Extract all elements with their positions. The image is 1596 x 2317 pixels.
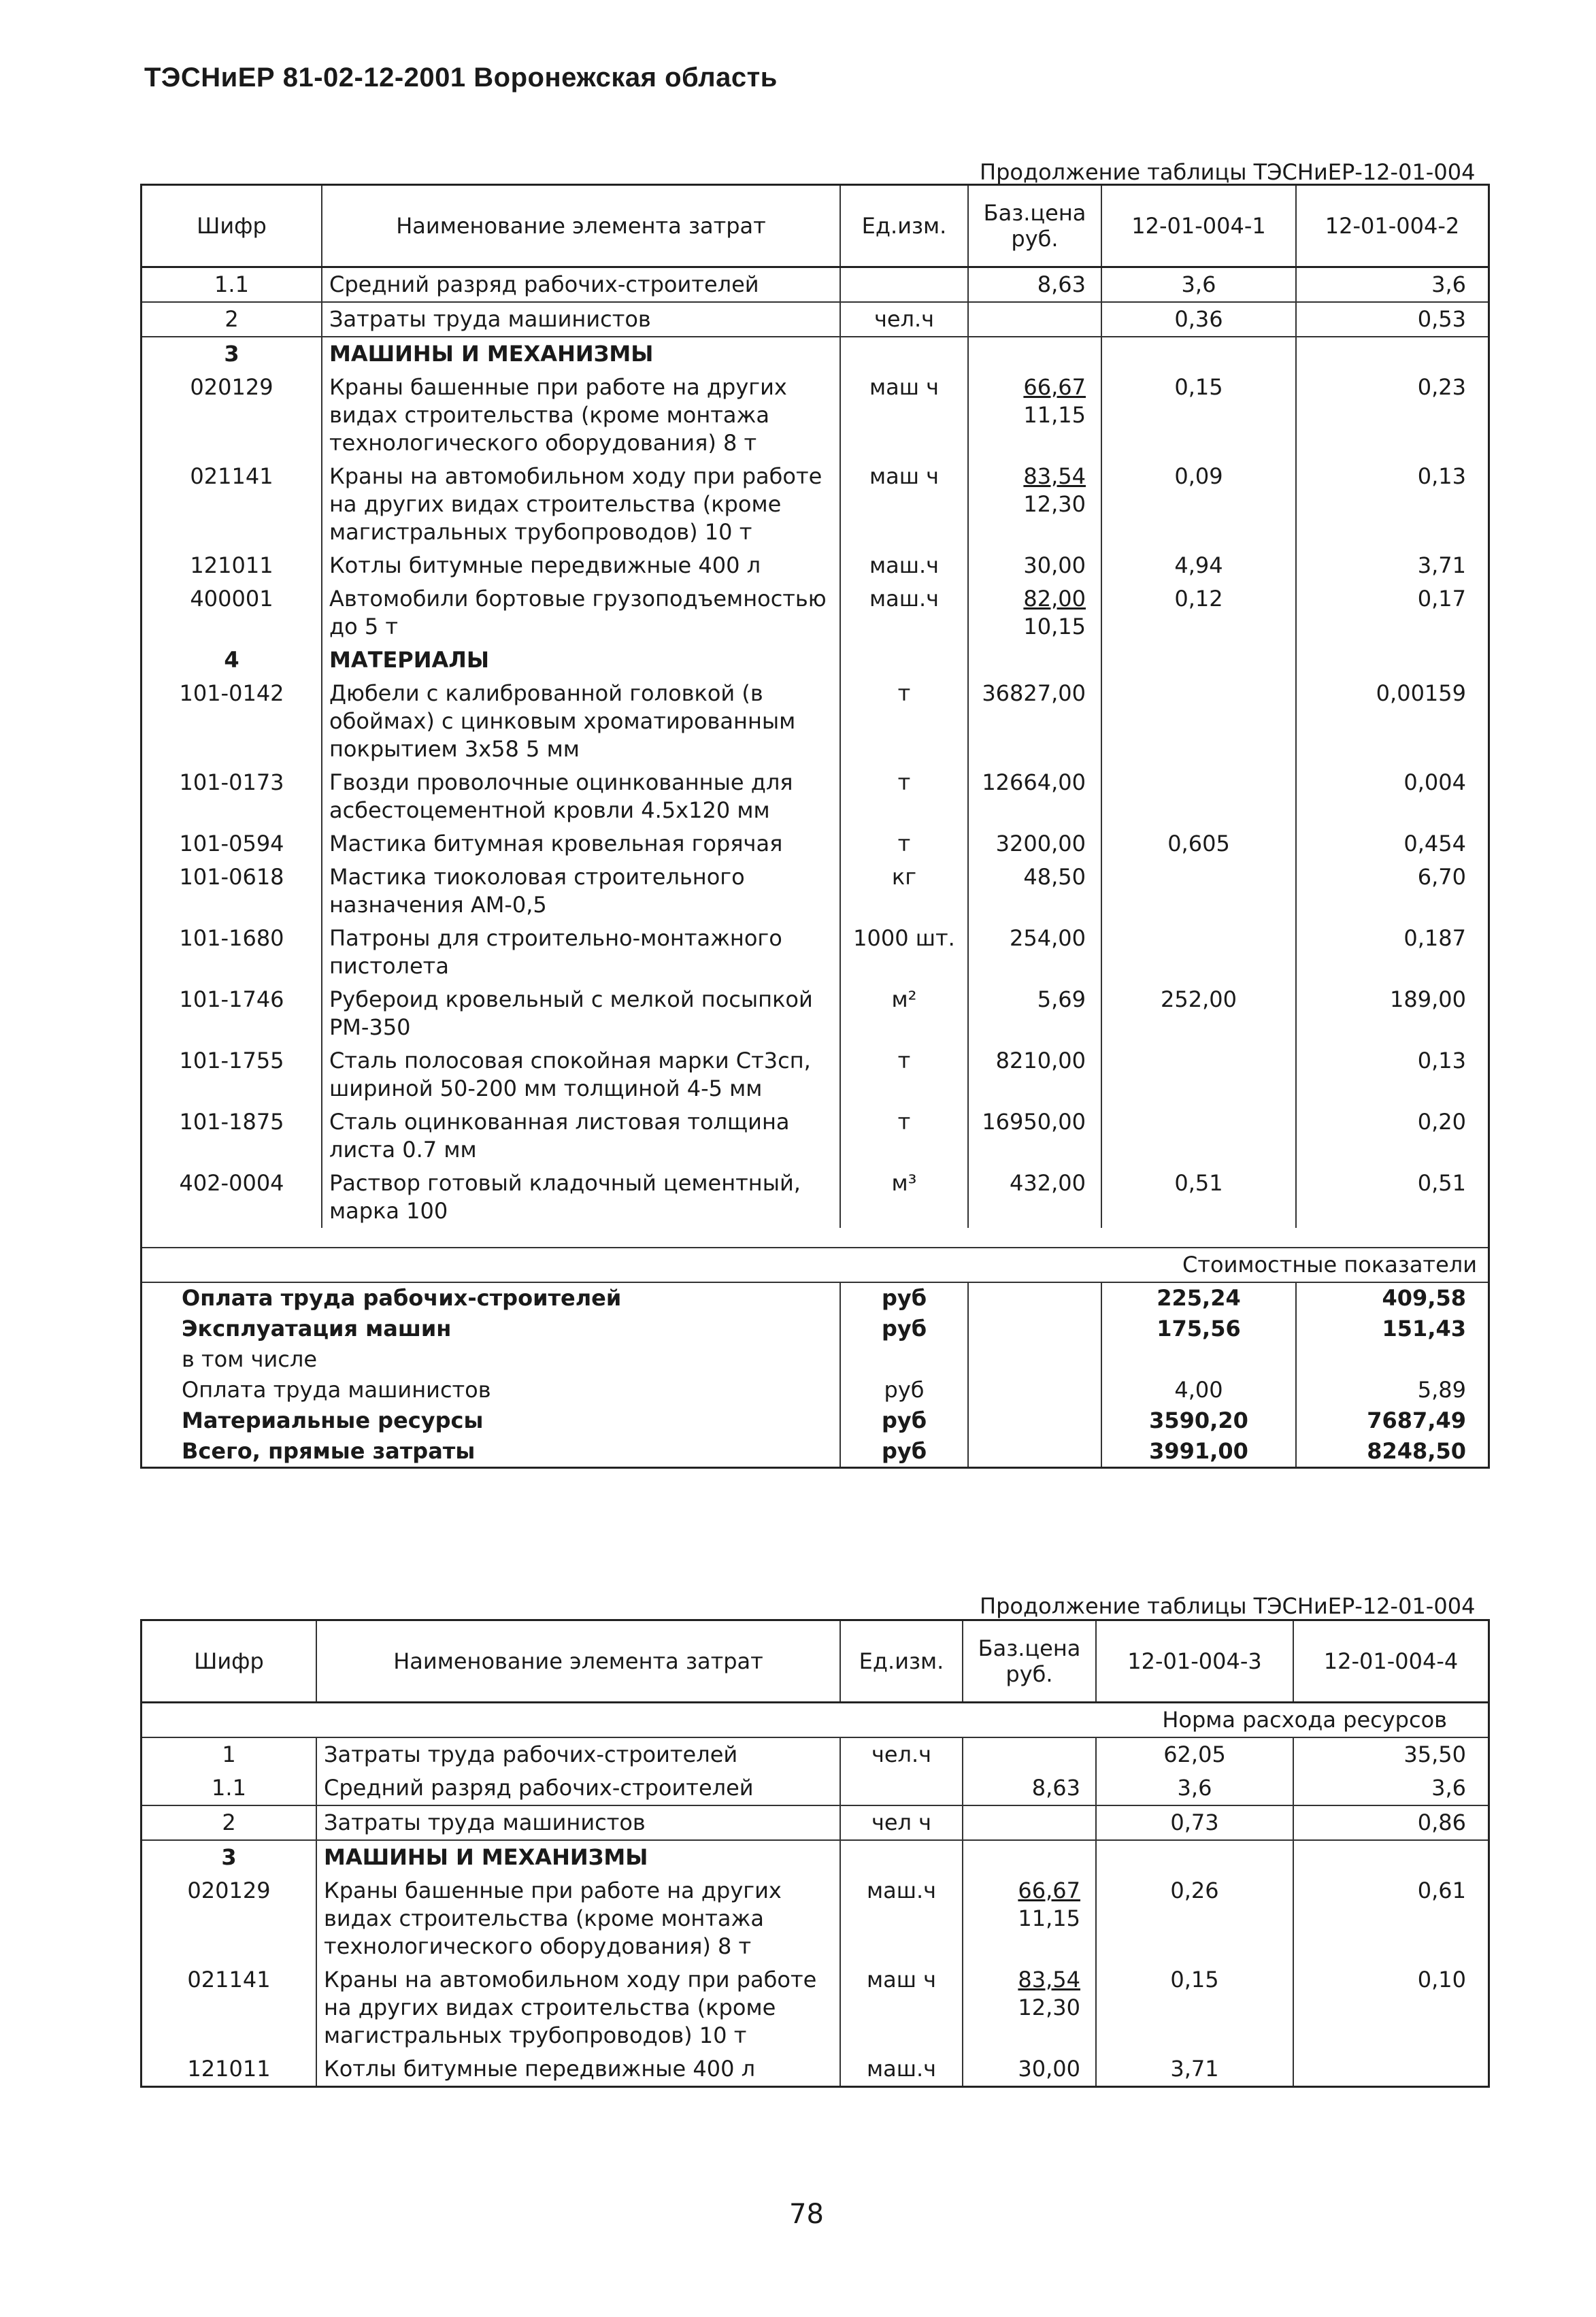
row-price bbox=[963, 2052, 1096, 2086]
table-row bbox=[142, 827, 1488, 861]
summary-price bbox=[968, 1282, 1101, 1314]
row-name: Сталь оцинкованная листовая толщина листа 0.7 мм bbox=[322, 1105, 840, 1167]
header-col2: 12-01-004-2 bbox=[1296, 186, 1488, 267]
row-price bbox=[963, 1840, 1096, 1874]
summary-unit: руб bbox=[840, 1436, 968, 1467]
row-code: 400001 bbox=[190, 586, 273, 612]
page-number: 78 bbox=[789, 2199, 824, 2230]
row-value-col2: 0,13 bbox=[1296, 460, 1488, 549]
row-price bbox=[968, 677, 1101, 766]
row-unit bbox=[840, 267, 968, 303]
row-price bbox=[968, 861, 1101, 922]
row-value-col1: 62,05 bbox=[1096, 1737, 1293, 1771]
table2-caption: Продолжение таблицы ТЭСНиЕР-12-01-004 bbox=[980, 1593, 1476, 1619]
header-name: Наименование элемента затрат bbox=[322, 186, 840, 267]
table-row bbox=[142, 302, 1488, 337]
row-value-col2: 3,6 bbox=[1293, 1771, 1488, 1805]
summary-col1: 3590,20 bbox=[1101, 1405, 1296, 1436]
header-price: Баз.цена руб. bbox=[963, 1621, 1096, 1703]
row-value-col2: 189,00 bbox=[1296, 983, 1488, 1044]
row-unit bbox=[840, 1840, 963, 1874]
row-price bbox=[963, 1874, 1096, 1963]
table-row bbox=[142, 1105, 1488, 1167]
row-name: Средний разряд рабочих-строителей bbox=[316, 1771, 840, 1805]
table-row bbox=[142, 337, 1488, 371]
summary-label: Материальные ресурсы bbox=[182, 1407, 484, 1433]
row-value-col2: 0,004 bbox=[1296, 766, 1488, 827]
header-col2: 12-01-004-4 bbox=[1293, 1621, 1488, 1703]
summary-col1: 225,24 bbox=[1101, 1282, 1296, 1314]
table2 bbox=[140, 1619, 1490, 2088]
summary-unit: руб bbox=[840, 1375, 968, 1405]
row-unit: чел.ч bbox=[840, 302, 968, 337]
row-unit: т bbox=[840, 1105, 968, 1167]
row-price-machinist: 12,30 bbox=[1018, 1995, 1080, 2020]
row-price-value: 66,67 bbox=[1018, 1878, 1080, 1903]
table-row bbox=[142, 766, 1488, 827]
row-unit: т bbox=[840, 1044, 968, 1105]
row-price bbox=[963, 1805, 1096, 1840]
row-code: 1.1 bbox=[212, 1775, 246, 1801]
table-row bbox=[142, 1874, 1488, 1963]
row-unit: маш ч bbox=[840, 460, 968, 549]
row-value-col2 bbox=[1296, 644, 1488, 677]
summary-col2: 409,58 bbox=[1296, 1282, 1488, 1314]
row-price-machinist: 11,15 bbox=[1018, 1905, 1080, 1931]
summary-price bbox=[968, 1314, 1101, 1344]
table-row bbox=[142, 267, 1488, 303]
row-code: 101-1755 bbox=[179, 1048, 284, 1073]
row-price bbox=[968, 549, 1101, 582]
summary-unit bbox=[840, 1344, 968, 1375]
row-name: Рубероид кровельный с мелкой посыпкой РМ-350 bbox=[322, 983, 840, 1044]
row-price-value: 48,50 bbox=[1023, 864, 1086, 890]
row-value-col1 bbox=[1101, 1105, 1296, 1167]
row-unit: 1000 шт. bbox=[840, 922, 968, 983]
row-price bbox=[968, 1167, 1101, 1228]
row-code: 021141 bbox=[187, 1967, 271, 1993]
table-spacer-row bbox=[142, 1228, 1488, 1248]
row-value-col2: 0,61 bbox=[1293, 1874, 1488, 1963]
summary-label: Эксплуатация машин bbox=[182, 1316, 452, 1341]
row-name: Затраты труда рабочих-строителей bbox=[316, 1737, 840, 1771]
summary-col1 bbox=[1101, 1344, 1296, 1375]
table-row bbox=[142, 922, 1488, 983]
row-price-value: 3200,00 bbox=[995, 831, 1086, 856]
row-unit: т bbox=[840, 766, 968, 827]
row-price bbox=[968, 827, 1101, 861]
summary-unit: руб bbox=[840, 1405, 968, 1436]
row-value-col1 bbox=[1096, 1840, 1293, 1874]
row-price-value: 36827,00 bbox=[982, 680, 1086, 706]
row-unit: т bbox=[840, 677, 968, 766]
row-value-col1: 0,605 bbox=[1101, 827, 1296, 861]
row-value-col2: 0,17 bbox=[1296, 582, 1488, 644]
row-unit: маш.ч bbox=[840, 582, 968, 644]
row-value-col2: 0,86 bbox=[1293, 1805, 1488, 1840]
row-unit: м² bbox=[840, 983, 968, 1044]
table-row bbox=[142, 1044, 1488, 1105]
norm-label: Норма расхода ресурсов bbox=[1162, 1707, 1447, 1733]
row-unit bbox=[840, 337, 968, 371]
row-unit: маш.ч bbox=[840, 549, 968, 582]
row-price bbox=[968, 337, 1101, 371]
row-value-col2 bbox=[1293, 1840, 1488, 1874]
row-value-col1: 0,15 bbox=[1096, 1963, 1293, 2052]
header-code: Шифр bbox=[142, 1621, 316, 1703]
row-name: Автомобили бортовые грузоподъемностью до 5 т bbox=[322, 582, 840, 644]
summary-price bbox=[968, 1436, 1101, 1467]
row-unit: кг bbox=[840, 861, 968, 922]
row-value-col2 bbox=[1293, 2052, 1488, 2086]
summary-label: Оплата труда рабочих-строителей bbox=[182, 1285, 622, 1311]
row-price bbox=[963, 1963, 1096, 2052]
summary-label: Оплата труда машинистов bbox=[182, 1377, 491, 1403]
row-code: 3 bbox=[142, 1840, 316, 1874]
summary-row bbox=[142, 1282, 1488, 1314]
row-value-col1: 3,6 bbox=[1101, 267, 1296, 303]
row-value-col1: 3,71 bbox=[1096, 2052, 1293, 2086]
row-value-col1 bbox=[1101, 644, 1296, 677]
summary-label: Всего, прямые затраты bbox=[182, 1438, 476, 1464]
table1-caption: Продолжение таблицы ТЭСНиЕР-12-01-004 bbox=[980, 159, 1476, 185]
row-name: Котлы битумные передвижные 400 л bbox=[322, 549, 840, 582]
row-code: 2 bbox=[142, 302, 322, 337]
table-row bbox=[142, 549, 1488, 582]
row-code: 3 bbox=[142, 337, 322, 371]
summary-row bbox=[142, 1344, 1488, 1375]
row-value-col2: 0,00159 bbox=[1296, 677, 1488, 766]
row-code: 101-0142 bbox=[179, 680, 284, 706]
row-price bbox=[963, 1771, 1096, 1805]
row-code: 101-1680 bbox=[179, 925, 284, 951]
row-price bbox=[968, 766, 1101, 827]
row-value-col1: 3,6 bbox=[1096, 1771, 1293, 1805]
row-value-col2: 35,50 bbox=[1293, 1737, 1488, 1771]
summary-col2: 8248,50 bbox=[1296, 1436, 1488, 1467]
row-name: Котлы битумные передвижные 400 л bbox=[316, 2052, 840, 2086]
summary-row bbox=[142, 1405, 1488, 1436]
row-code: 101-0618 bbox=[179, 864, 284, 890]
summary-price bbox=[968, 1344, 1101, 1375]
row-name: Патроны для строительно-монтажного пистолета bbox=[322, 922, 840, 983]
header-col1: 12-01-004-1 bbox=[1101, 186, 1296, 267]
row-name: Краны на автомобильном ходу при работе на других видах строительства (кроме магистральных трубопроводов) 10 т bbox=[322, 460, 840, 549]
row-value-col2: 3,6 bbox=[1296, 267, 1488, 303]
row-value-col2: 3,71 bbox=[1296, 549, 1488, 582]
table-row bbox=[142, 1840, 1488, 1874]
row-price-value: 30,00 bbox=[1018, 2056, 1080, 2082]
row-value-col2: 0,10 bbox=[1293, 1963, 1488, 2052]
row-name: Краны башенные при работе на других видах строительства (кроме монтажа технологического оборудования) 8 т bbox=[316, 1874, 840, 1963]
row-unit: чел ч bbox=[840, 1805, 963, 1840]
row-value-col1: 4,94 bbox=[1101, 549, 1296, 582]
table-row bbox=[142, 1805, 1488, 1840]
row-value-col2: 0,23 bbox=[1296, 371, 1488, 460]
table-row bbox=[142, 2052, 1488, 2086]
row-unit bbox=[840, 1771, 963, 1805]
row-price-value: 5,69 bbox=[1037, 986, 1086, 1012]
row-unit: т bbox=[840, 827, 968, 861]
summary-row bbox=[142, 1375, 1488, 1405]
row-name: Гвозди проволочные оцинкованные для асбестоцементной кровли 4.5х120 мм bbox=[322, 766, 840, 827]
table-row bbox=[142, 1737, 1488, 1771]
row-name: Мастика битумная кровельная горячая bbox=[322, 827, 840, 861]
row-code: 101-0594 bbox=[179, 831, 284, 856]
row-name: Краны башенные при работе на других видах строительства (кроме монтажа технологического оборудования) 8 т bbox=[322, 371, 840, 460]
summary-col2: 7687,49 bbox=[1296, 1405, 1488, 1436]
header-price: Баз.цена руб. bbox=[968, 186, 1101, 267]
table-row bbox=[142, 1963, 1488, 2052]
summary-row bbox=[142, 1436, 1488, 1467]
row-name: МАШИНЫ И МЕХАНИЗМЫ bbox=[322, 337, 840, 371]
row-price bbox=[968, 267, 1101, 303]
row-code: 101-1746 bbox=[179, 986, 284, 1012]
row-price bbox=[968, 460, 1101, 549]
row-code: 121011 bbox=[190, 552, 273, 578]
summary-col2 bbox=[1296, 1344, 1488, 1375]
row-unit: чел.ч bbox=[840, 1737, 963, 1771]
row-value-col1: 0,15 bbox=[1101, 371, 1296, 460]
row-name: Краны на автомобильном ходу при работе на других видах строительства (кроме магистральных трубопроводов) 10 т bbox=[316, 1963, 840, 2052]
row-price bbox=[968, 371, 1101, 460]
row-name: Средний разряд рабочих-строителей bbox=[322, 267, 840, 303]
row-value-col2: 0,454 bbox=[1296, 827, 1488, 861]
row-price-value: 82,00 bbox=[1023, 586, 1086, 612]
row-unit: м³ bbox=[840, 1167, 968, 1228]
row-code: 021141 bbox=[190, 463, 273, 489]
row-name: Дюбели с калиброванной головкой (в обоймах) с цинковым хроматированным покрытием 3х58 5 мм bbox=[322, 677, 840, 766]
row-name: Сталь полосовая спокойная марки Ст3сп, шириной 50-200 мм толщиной 4-5 мм bbox=[322, 1044, 840, 1105]
table-row bbox=[142, 371, 1488, 460]
row-price bbox=[968, 1105, 1101, 1167]
row-price-value: 8,63 bbox=[1037, 271, 1086, 297]
table-row bbox=[142, 861, 1488, 922]
row-code: 101-1875 bbox=[179, 1109, 284, 1135]
table-row bbox=[142, 1167, 1488, 1228]
row-name: Раствор готовый кладочный цементный, марка 100 bbox=[322, 1167, 840, 1228]
row-price bbox=[968, 582, 1101, 644]
row-name: Затраты труда машинистов bbox=[316, 1805, 840, 1840]
summary-price bbox=[968, 1375, 1101, 1405]
row-code: 1 bbox=[142, 1737, 316, 1771]
cost-label: Стоимостные показатели bbox=[142, 1248, 1488, 1282]
table1 bbox=[140, 184, 1490, 1469]
row-price-machinist: 12,30 bbox=[1023, 491, 1086, 517]
table-row bbox=[142, 983, 1488, 1044]
cost-label-row bbox=[142, 1248, 1488, 1282]
row-price-value: 66,67 bbox=[1023, 374, 1086, 400]
row-price-value: 16950,00 bbox=[982, 1109, 1086, 1135]
row-code: 1.1 bbox=[214, 271, 249, 297]
summary-label: в том числе bbox=[182, 1346, 317, 1372]
row-price-value: 83,54 bbox=[1018, 1967, 1080, 1993]
row-name: МАШИНЫ И МЕХАНИЗМЫ bbox=[316, 1840, 840, 1874]
row-price-value: 12664,00 bbox=[982, 769, 1086, 795]
row-price-value: 8210,00 bbox=[995, 1048, 1086, 1073]
header-unit: Ед.изм. bbox=[840, 186, 968, 267]
table-row bbox=[142, 460, 1488, 549]
row-value-col2: 6,70 bbox=[1296, 861, 1488, 922]
row-price-machinist: 10,15 bbox=[1023, 614, 1086, 639]
row-code: 402-0004 bbox=[179, 1170, 284, 1196]
table-row bbox=[142, 677, 1488, 766]
row-unit bbox=[840, 644, 968, 677]
row-value-col2 bbox=[1296, 337, 1488, 371]
row-value-col1: 0,73 bbox=[1096, 1805, 1293, 1840]
table-row bbox=[142, 644, 1488, 677]
row-name: МАТЕРИАЛЫ bbox=[322, 644, 840, 677]
header-col1: 12-01-004-3 bbox=[1096, 1621, 1293, 1703]
summary-col1: 3991,00 bbox=[1101, 1436, 1296, 1467]
row-price bbox=[968, 922, 1101, 983]
row-value-col2: 0,20 bbox=[1296, 1105, 1488, 1167]
row-unit: маш ч bbox=[840, 1963, 963, 2052]
row-price bbox=[963, 1737, 1096, 1771]
row-code: 101-0173 bbox=[179, 769, 284, 795]
row-value-col1: 0,36 bbox=[1101, 302, 1296, 337]
summary-price bbox=[968, 1405, 1101, 1436]
row-price-value: 432,00 bbox=[1010, 1170, 1086, 1196]
row-price-value: 254,00 bbox=[1010, 925, 1086, 951]
table-row bbox=[142, 1771, 1488, 1805]
table1-header-row bbox=[142, 186, 1488, 267]
row-price bbox=[968, 1044, 1101, 1105]
summary-unit: руб bbox=[840, 1314, 968, 1344]
document-title: ТЭСНиЕР 81-02-12-2001 Воронежская область bbox=[144, 63, 778, 93]
row-unit: маш ч bbox=[840, 371, 968, 460]
row-value-col1: 0,09 bbox=[1101, 460, 1296, 549]
row-value-col1 bbox=[1101, 1044, 1296, 1105]
header-code: Шифр bbox=[142, 186, 322, 267]
row-value-col2: 0,13 bbox=[1296, 1044, 1488, 1105]
row-code: 020129 bbox=[187, 1878, 271, 1903]
summary-row bbox=[142, 1314, 1488, 1344]
row-price-value: 8,63 bbox=[1031, 1775, 1080, 1801]
row-price bbox=[968, 302, 1101, 337]
row-price-machinist: 11,15 bbox=[1023, 402, 1086, 428]
header-name: Наименование элемента затрат bbox=[316, 1621, 840, 1703]
row-value-col2: 0,51 bbox=[1296, 1167, 1488, 1228]
row-value-col2: 0,187 bbox=[1296, 922, 1488, 983]
spacer-cell bbox=[142, 1228, 1488, 1248]
row-value-col1 bbox=[1101, 766, 1296, 827]
header-unit: Ед.изм. bbox=[840, 1621, 963, 1703]
row-code: 020129 bbox=[190, 374, 273, 400]
row-price-value: 83,54 bbox=[1023, 463, 1086, 489]
row-value-col1: 0,51 bbox=[1101, 1167, 1296, 1228]
row-code: 2 bbox=[142, 1805, 316, 1840]
summary-unit: руб bbox=[840, 1282, 968, 1314]
row-name: Затраты труда машинистов bbox=[322, 302, 840, 337]
row-price bbox=[968, 644, 1101, 677]
row-price bbox=[968, 983, 1101, 1044]
row-unit: маш.ч bbox=[840, 2052, 963, 2086]
row-value-col1: 0,26 bbox=[1096, 1874, 1293, 1963]
row-value-col2: 0,53 bbox=[1296, 302, 1488, 337]
row-name: Мастика тиоколовая строительного назначения АМ-0,5 bbox=[322, 861, 840, 922]
row-value-col1 bbox=[1101, 337, 1296, 371]
row-unit: маш.ч bbox=[840, 1874, 963, 1963]
table2-header-row bbox=[142, 1621, 1488, 1703]
summary-col2: 151,43 bbox=[1296, 1314, 1488, 1344]
row-value-col1 bbox=[1101, 677, 1296, 766]
row-code: 4 bbox=[224, 647, 239, 673]
row-value-col1 bbox=[1101, 922, 1296, 983]
row-value-col1 bbox=[1101, 861, 1296, 922]
row-value-col1: 0,12 bbox=[1101, 582, 1296, 644]
row-value-col1: 252,00 bbox=[1101, 983, 1296, 1044]
row-price-value: 30,00 bbox=[1023, 552, 1086, 578]
summary-col1: 175,56 bbox=[1101, 1314, 1296, 1344]
summary-col2: 5,89 bbox=[1296, 1375, 1488, 1405]
summary-col1: 4,00 bbox=[1101, 1375, 1296, 1405]
table-row bbox=[142, 582, 1488, 644]
norm-label-row bbox=[142, 1703, 1488, 1738]
row-code: 121011 bbox=[187, 2056, 271, 2082]
